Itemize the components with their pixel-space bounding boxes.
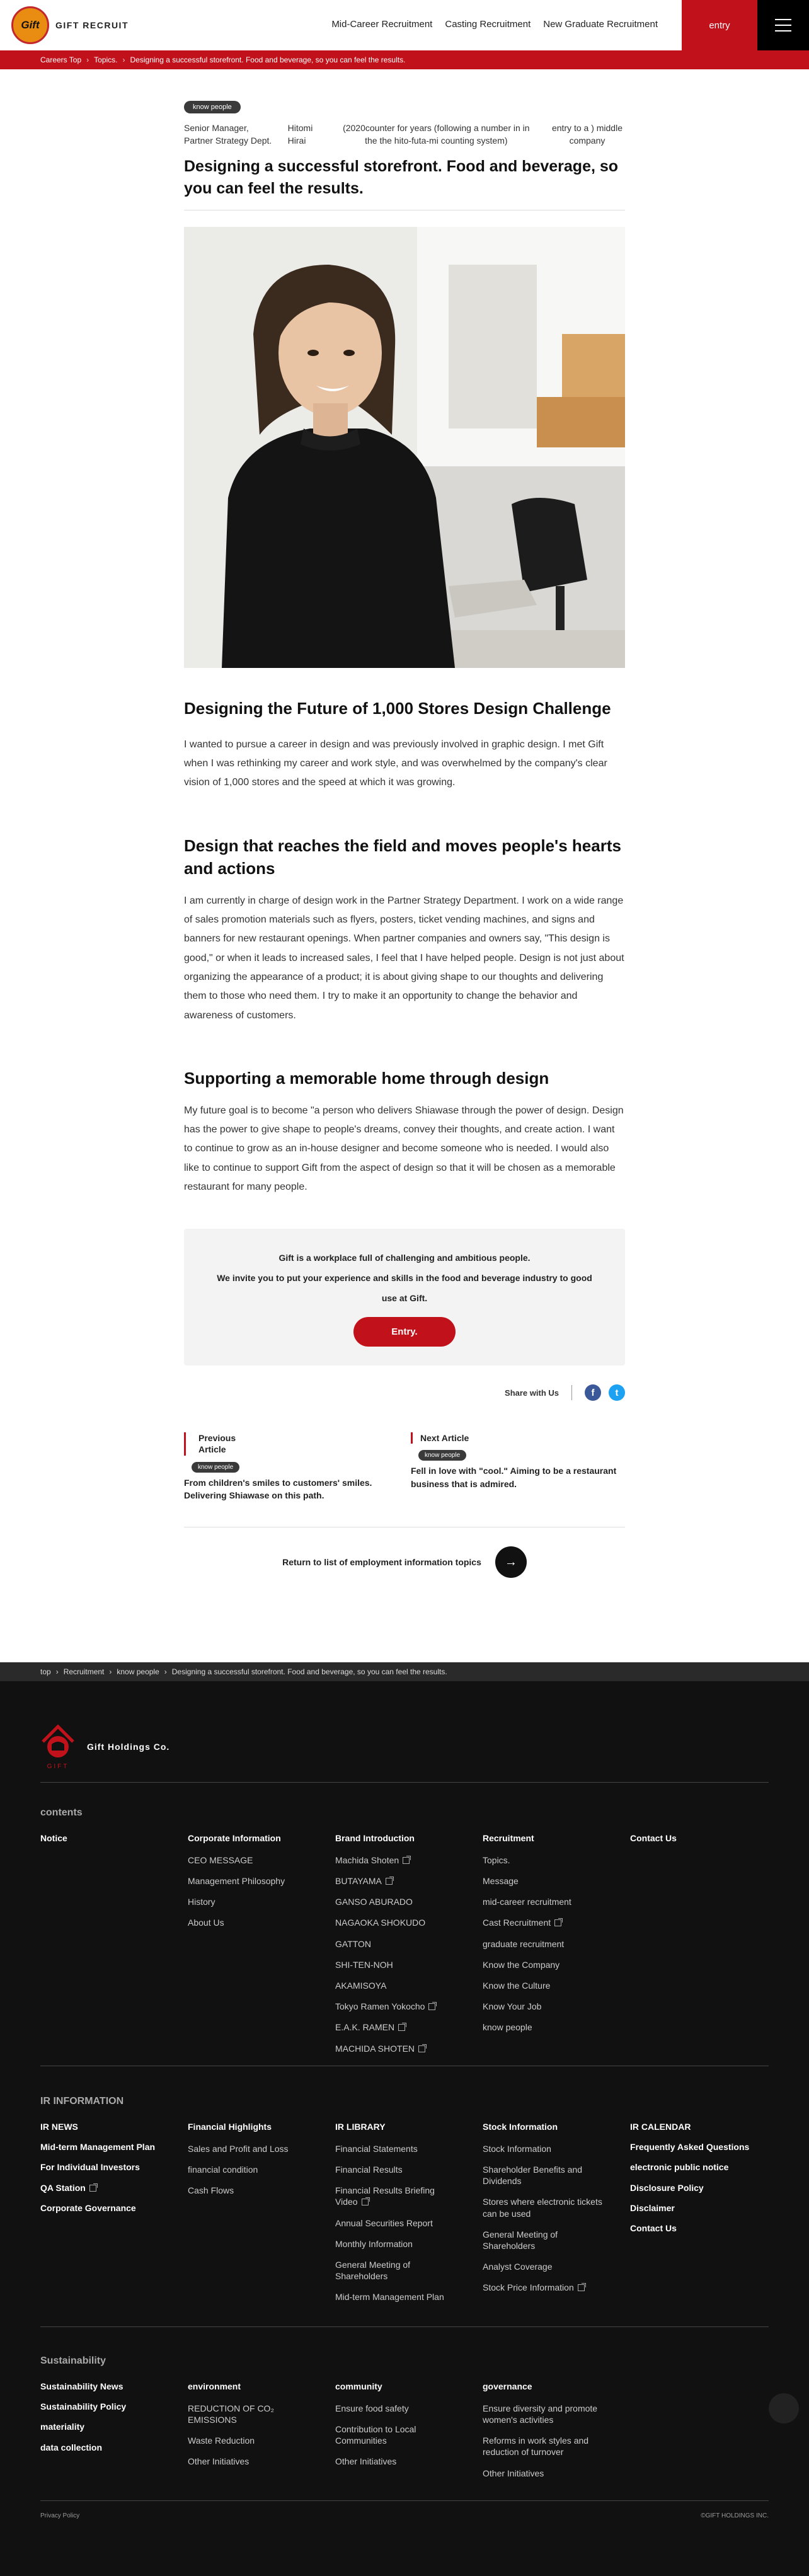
footer-col-title[interactable]: Brand Introduction [335,1833,415,1843]
footer-link[interactable]: electronic public notice [630,2162,729,2173]
footer-col-title[interactable]: Stock Information [483,2122,558,2132]
next-title[interactable]: Fell in love with "cool." Aiming to be a restaurant business that is admired. [411,1466,617,1489]
twitter-icon[interactable]: t [609,1384,625,1401]
interviewee-photo [184,227,625,668]
footer-link[interactable]: Topics. [483,1854,510,1865]
external-link-icon [578,2284,585,2291]
footer-link[interactable]: Frequently Asked Questions [630,2142,750,2153]
external-link-icon [554,1919,561,1926]
prev-title[interactable]: From children's smiles to customers' smiles. Delivering Shiawase on this path. [184,1477,372,1500]
external-link-icon [418,2045,425,2052]
breadcrumb-know-people[interactable]: know people [117,1667,159,1676]
contents-heading: contents [40,1807,83,1818]
position: Senior Manager, Partner Strategy Dept. [184,123,272,146]
share-label: Share with Us [505,1388,559,1398]
footer-link[interactable]: mid-career recruitment [483,1897,571,1907]
footer-col-ir-news [40,2121,179,2222]
footer-link[interactable]: Sustainability News [40,2381,123,2391]
breadcrumb-topics[interactable]: Topics. [94,55,118,64]
return-label[interactable]: Return to list of employment information topics [282,1557,481,1568]
footer-link[interactable]: graduate recruitment [483,1938,565,1949]
footer-link[interactable]: GATTON [335,1938,372,1949]
divider [40,2500,769,2501]
external-link-icon [386,1878,393,1885]
external-link-icon [362,2199,369,2205]
return-to-list[interactable] [184,1527,625,1578]
footer-link[interactable]: Disclaimer [630,2202,675,2213]
footer-link[interactable]: Mid-term Management Plan [40,2142,156,2153]
footer-col-stock [483,2121,621,2303]
next-article[interactable] [411,1432,625,1502]
footer-col-title[interactable]: Recruitment [483,1833,534,1843]
footer-link[interactable]: Ensure diversity and promote women's activities [483,2403,598,2425]
breadcrumb-current: Designing a successful storefront. Food and beverage, so you can feel the results. [171,1667,447,1676]
link-text[interactable]: Stock Price Information [483,2282,574,2293]
footer-breadcrumb [0,1662,809,1681]
ir-heading: IR INFORMATION [40,2096,124,2107]
footer-link[interactable]: Monthly Information [335,2238,413,2249]
footer-link[interactable] [335,2001,474,2012]
nav-mid-career[interactable]: Mid-Career Recruitment [331,19,433,30]
previous-article[interactable] [184,1432,398,1502]
footer-col-notice [40,1832,179,1854]
site-logo[interactable] [11,6,129,44]
footer-link[interactable]: For Individual Investors [40,2162,140,2173]
footer-link[interactable]: SHI-TEN-NOH [335,1959,393,1970]
link-text[interactable]: QA Station [40,2182,86,2193]
footer-link[interactable]: data collection [40,2442,103,2452]
footer-link[interactable] [40,2182,179,2194]
footer-col-ir-calendar [630,2121,769,2243]
brand-mark-text: GIFT [47,1763,69,1770]
footer-col-title[interactable]: Corporate Information [188,1833,281,1843]
footer-link[interactable]: Message [483,1876,519,1887]
footer-col-title[interactable]: Financial Highlights [188,2122,272,2132]
link-text[interactable]: Machida Shoten [335,1854,399,1865]
footer-col-title[interactable]: IR LIBRARY [335,2122,386,2132]
link-text[interactable]: Cast Recruitment [483,1918,551,1928]
breadcrumb-top[interactable]: top [40,1667,51,1676]
entry-type: entry to a ) middle company [551,123,623,146]
footer-link[interactable] [335,2043,474,2054]
prev-next-nav [184,1432,625,1502]
article [184,101,625,1578]
external-link-icon [89,2185,96,2192]
footer-link[interactable]: materiality [40,2422,85,2432]
footer-link[interactable]: Corporate Governance [40,2202,136,2213]
person-name: Hitomi Hirai [287,123,313,146]
facebook-icon[interactable]: f [585,1384,601,1401]
footer-col-title[interactable]: governance [483,2381,532,2391]
footer-col-ir-library [335,2121,474,2313]
footer-col-brands [335,1832,474,2064]
logo-mark: Gift [11,6,49,44]
interviewee-meta [184,122,625,147]
footer-link[interactable]: Waste Reduction [188,2435,255,2446]
cta-line-2: We invite you to put your experience and skills in the food and beverage industry to good use at Gift. [217,1272,592,1303]
section-body: I wanted to pursue a career in design and was previously involved in graphic design. I met Gift when I was rethinking my career and work style, and was overwhelmed by the company's clear vision of 1,000 stores and the speed at which it was growing. [184,739,607,788]
copyright: ©GIFT HOLDINGS INC. [701,2512,769,2519]
footer-link[interactable]: Mid-term Management Plan [335,2292,444,2303]
footer-col-title[interactable]: environment [188,2381,241,2391]
external-link-icon [428,2003,435,2010]
divider [40,1782,769,1783]
section-body: I am currently in charge of design work in the Partner Strategy Department. I work on a wide range of sales promotion materials such as flyers, posters, ticket vending machines, and signs and banners for new restaurant openings. When partner companies and owners say, "This design is good," or when it leads to increased sales, I feel that I have helped people. Design is not just about organizing the appearance of a product; it is about giving shape to our thoughts and delivering them to those who need them. I try to make it an opportunity to change the behavior and awareness of customers. [184,895,624,1021]
sustainability-heading: Sustainability [40,2355,106,2366]
footer-link[interactable]: Know Your Job [483,2001,542,2012]
footer-link[interactable]: Stores where electronic tickets can be used [483,2197,602,2219]
article-title: Designing a successful storefront. Food and beverage, so you can feel the results. [184,156,625,210]
footer-link[interactable]: Sales and Profit and Loss [188,2143,289,2154]
link-text[interactable]: BUTAYAMA [335,1876,382,1887]
external-link-icon [403,1857,410,1864]
footer-link[interactable]: Other Initiatives [483,2468,544,2478]
footer-link[interactable]: Contact Us [630,2222,677,2233]
footer-col-recruitment [483,1832,621,2043]
footer-notice-link[interactable]: Notice [40,1833,67,1843]
chevron-right-icon: › [109,1667,112,1676]
footer-link[interactable]: Other Initiatives [335,2456,397,2467]
footer-link[interactable]: know people [483,2022,532,2033]
footer-link[interactable] [335,2021,474,2033]
footer-link[interactable]: Reforms in work styles and reduction of turnover [483,2435,589,2458]
section-title: Designing the Future of 1,000 Stores Design Challenge [184,699,611,718]
footer-col-title[interactable]: community [335,2381,382,2391]
footer-link[interactable]: Sustainability Policy [40,2401,127,2412]
footer-link[interactable]: Analyst Coverage [483,2262,553,2272]
header-entry-button[interactable]: entry [682,0,757,50]
footer-brand[interactable] [40,1723,169,1771]
nav-new-graduate[interactable]: New Graduate Recruitment [543,19,658,30]
footer-link[interactable]: NAGAOKA SHOKUDO [335,1918,426,1928]
footer-link[interactable]: AKAMISOYA [335,1981,387,1991]
share-bar [184,1384,625,1401]
joined-year: (2020counter for years (following a number in in the the hito-futa-mi counting system) [343,123,530,146]
section-title: Supporting a memorable home through design [184,1069,549,1088]
site-footer [0,1662,809,2576]
breadcrumb [0,50,809,69]
back-to-top-button[interactable] [769,2393,799,2424]
footer-link[interactable]: Disclosure Policy [630,2182,704,2193]
footer-link[interactable]: CEO MESSAGE [188,1854,253,1865]
footer-link[interactable]: Stock Information [483,2143,551,2154]
footer-link[interactable]: Management Philosophy [188,1876,285,1887]
cta-entry-button[interactable]: Entry. [353,1317,455,1347]
footer-link[interactable]: Other Initiatives [188,2456,250,2467]
footer-link[interactable]: Cash Flows [188,2185,234,2196]
footer-link[interactable] [483,1917,621,1928]
chevron-right-icon: › [164,1667,167,1676]
external-link-icon [398,2024,405,2031]
hamburger-menu-icon[interactable] [757,0,809,50]
footer-col-contact [630,1832,769,1854]
footer-link[interactable]: About Us [188,1918,224,1928]
footer-link[interactable]: IR NEWS [40,2122,78,2132]
site-header [0,0,809,50]
footer-link[interactable]: GANSO ABURADO [335,1897,413,1907]
footer-link[interactable] [335,1875,474,1887]
footer-brand-name: Gift Holdings Co. [87,1742,170,1752]
brand-name: GIFT RECRUIT [55,20,129,30]
footer-link[interactable]: Annual Securities Report [335,2217,433,2228]
footer-link[interactable]: Contribution to Local Communities [335,2424,416,2446]
footer-link[interactable]: Ensure food safety [335,2403,409,2413]
link-text[interactable]: MACHIDA SHOTEN [335,2043,415,2054]
footer-contact-link[interactable]: Contact Us [630,1833,677,1843]
footer-link[interactable]: Financial Results [335,2165,403,2175]
section-body: My future goal is to become "a person who delivers Shiawase through the power of design. Design has the power to give shape to people's dreams, convey their thoughts, and create action. I want to continue to grow as an in-house designer and become someone who is needed. I would also like to continue to support Gift from the aspect of design so that it will be chosen as a memorable restaurant for many people. [184,1105,624,1193]
footer-col-financial [188,2121,326,2205]
footer-link[interactable] [335,2185,455,2207]
footer-link[interactable]: Know the Company [483,1959,560,1970]
nav-casting[interactable]: Casting Recruitment [445,19,531,30]
footer-col-community [335,2381,474,2477]
next-tag[interactable]: know people [418,1450,466,1461]
link-text[interactable]: Financial Results Briefing Video [335,2185,435,2207]
section-title: Design that reaches the field and moves people's hearts and actions [184,836,621,878]
prev-tag[interactable]: know people [192,1462,239,1473]
arrow-right-icon[interactable]: → [495,1546,527,1578]
footer-link[interactable] [335,1854,474,1866]
link-text[interactable]: E.A.K. RAMEN [335,2022,395,2033]
footer-col-sustainability [40,2381,179,2462]
footer-link[interactable]: History [188,1897,215,1907]
footer-link[interactable]: IR CALENDAR [630,2122,691,2132]
prev-label: Previous Article [184,1432,253,1455]
link-text[interactable]: Tokyo Ramen Yokocho [335,2001,425,2012]
privacy-policy-link[interactable]: Privacy Policy [40,2512,80,2519]
footer-link[interactable]: General Meeting of Shareholders [483,2229,558,2251]
entry-cta-box [184,1229,625,1366]
breadcrumb-recruitment[interactable]: Recruitment [63,1667,105,1676]
chevron-right-icon: › [122,55,125,64]
chevron-right-icon: › [55,1667,59,1676]
footer-col-corporate [188,1832,326,1938]
footer-link[interactable]: Shareholder Benefits and Dividends [483,2165,582,2187]
next-label: Next Article [411,1432,625,1444]
main-nav [331,19,658,30]
footer-link[interactable]: financial condition [188,2165,258,2175]
footer-col-governance [483,2381,621,2488]
footer-link[interactable]: REDUCTION OF CO₂ EMISSIONS [188,2403,274,2425]
category-tag[interactable]: know people [184,101,241,113]
divider [571,1385,572,1400]
footer-link[interactable]: Financial Statements [335,2143,418,2154]
chevron-right-icon: › [86,55,89,64]
footer-link[interactable] [483,2282,621,2293]
cta-line-1: Gift is a workplace full of challenging and ambitious people. [278,1252,531,1263]
divider [40,2326,769,2327]
breadcrumb-current: Designing a successful storefront. Food and beverage, so you can feel the results. [130,55,406,64]
footer-link[interactable]: General Meeting of Shareholders [335,2260,411,2282]
footer-col-environment [188,2381,326,2477]
gift-house-icon [40,1723,76,1771]
breadcrumb-careers-top[interactable]: Careers Top [40,55,82,64]
footer-link[interactable]: Know the Culture [483,1981,551,1991]
